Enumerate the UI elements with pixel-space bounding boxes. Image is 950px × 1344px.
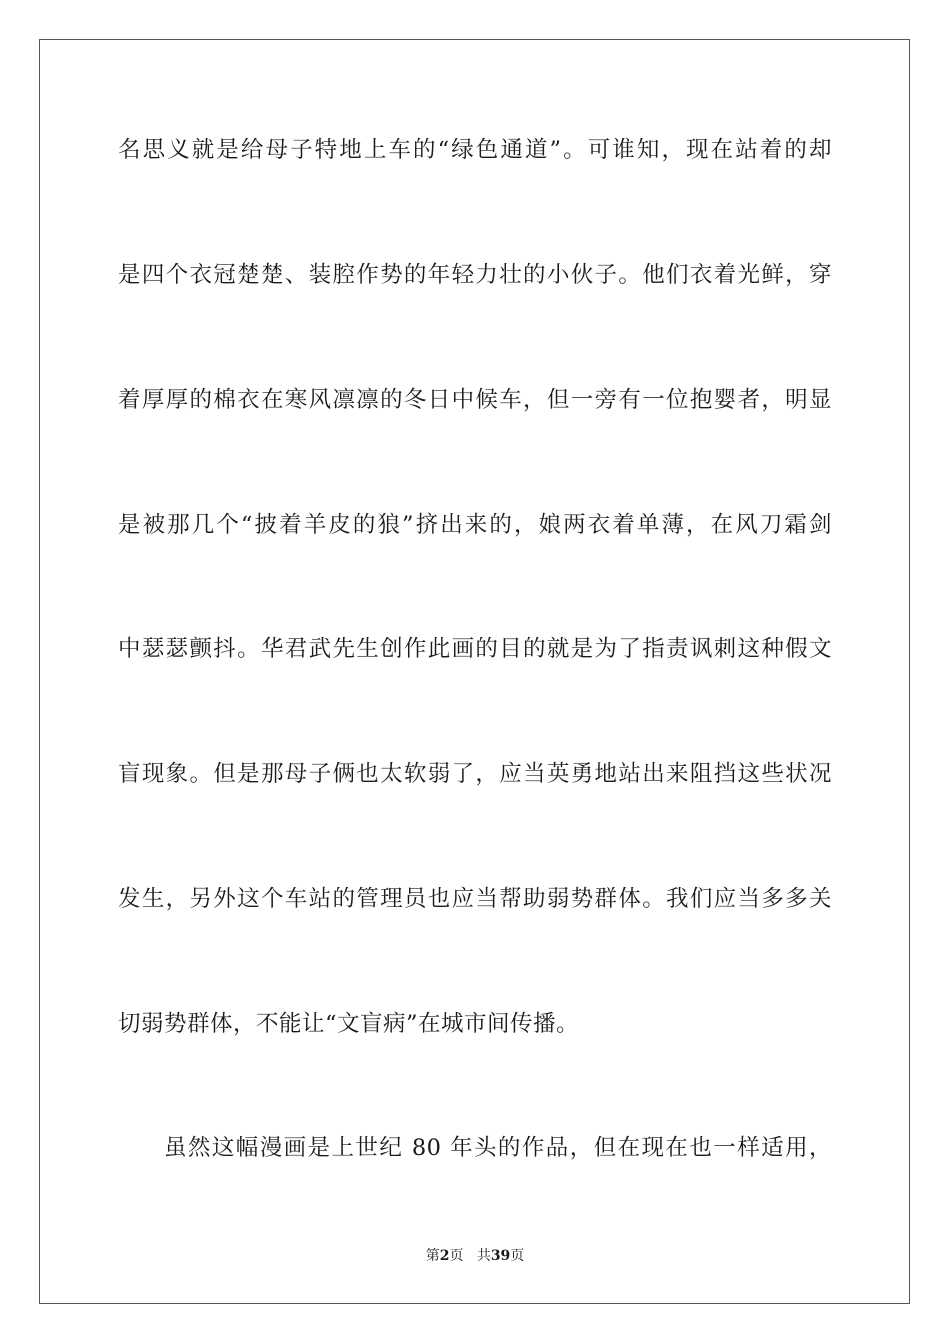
footer-total-suffix: 页: [510, 1248, 525, 1264]
body-text-line: 着厚厚的棉衣在寒风凛凛的冬日中候车，但一旁有一位抱婴者，明显: [118, 387, 832, 413]
footer-prefix: 第: [425, 1248, 440, 1264]
body-text-line: 是被那几个“披着羊皮的狼”挤出来的，娘两衣着单薄，在风刀霜剑: [118, 512, 832, 538]
footer-total-pages: 39: [490, 1248, 511, 1264]
page-footer: [0, 1246, 950, 1266]
footer-page-suffix: 页: [449, 1248, 464, 1264]
body-text-line: 名思义就是给母子特地上车的“绿色通道”。可谁知，现在站着的却: [118, 137, 832, 163]
body-text-line: 盲现象。但是那母子俩也太软弱了，应当英勇地站出来阻挡这些状况: [118, 761, 832, 787]
footer-total-prefix: 共: [476, 1248, 491, 1264]
body-text-line: 切弱势群体，不能让“文盲病”在城市间传播。: [118, 1011, 580, 1037]
body-text-line: 中瑟瑟颤抖。华君武先生创作此画的目的就是为了指责讽刺这种假文: [118, 636, 832, 662]
footer-page-number: 2: [439, 1248, 450, 1264]
body-text-line: 是四个衣冠楚楚、装腔作势的年轻力壮的小伙子。他们衣着光鲜，穿: [118, 262, 832, 288]
paragraph-first-line: 虽然这幅漫画是上世纪 80 年头的作品，但在现在也一样适用，: [164, 1135, 832, 1161]
page-border: [39, 39, 910, 1304]
body-text-line: 发生，另外这个车站的管理员也应当帮助弱势群体。我们应当多多关: [118, 886, 832, 912]
